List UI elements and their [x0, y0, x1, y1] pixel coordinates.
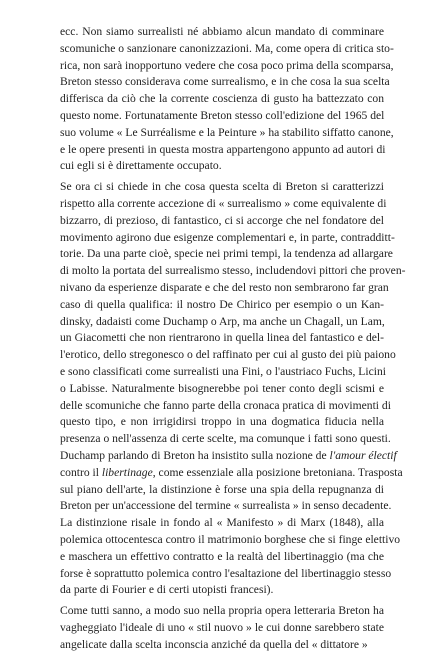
paragraph: [60, 179, 406, 599]
text-line: questo nome. Fortunatamente Breton stesso coll'edizione del 1965 del: [60, 108, 385, 122]
body-text: [60, 24, 406, 653]
text-line: angelicate dalla scelta inconscia anziché da quella del « dittatore »: [60, 637, 368, 651]
text-line: e le opere presenti in questa mostra appartengono appunto ad autori di: [60, 142, 386, 156]
text-line: Come tutti sanno, a modo suo nella propria opera letteraria Breton ha: [60, 604, 384, 618]
text-line: forse è soprattutto polemica contro l'esaltazione del libertinaggio stesso: [60, 566, 392, 580]
text-line: contro il libertinage, come essenziale alla posizione bretoniana. Trasposta: [60, 465, 403, 479]
text-line: e sono classificati come surrealisti una Fini, o l'austriaco Fuchs, Licini: [60, 364, 386, 378]
paragraph: [60, 603, 384, 653]
text-line: Breton stesso considerava come surrealismo, e in che cosa la sua scelta: [60, 75, 390, 89]
text-line: rica, non sarà inopportuno vedere che cosa poco prima della scomparsa,: [60, 58, 394, 72]
text-line: rispetto alla corrente accezione di « surrealismo » come equivalente di: [60, 196, 387, 210]
text-line: delle scomuniche che fanno parte della cronaca pratica di movimenti di: [60, 398, 391, 412]
text-line: Breton per un'accessione del termine « surrealista » in senso decadente.: [60, 499, 392, 513]
text-line: movimento agirono due esigenze complementari e, in parte, contradditt-: [60, 230, 395, 244]
text-line: suo volume « Le Surréalisme e la Peinture » ha stabilito siffatto canone,: [60, 125, 394, 139]
text-line: o Labisse. Naturalmente bisognerebbe poi tener conto degli scismi e: [60, 381, 384, 395]
text-line: questo tipo, e non irrigidirsi troppo in una dogmatica fiducia nella: [60, 415, 384, 429]
text-line: ecc. Non siamo surrealisti né abbiamo alcun mandato di comminare: [60, 25, 384, 38]
text-line: vagheggiato l'ideale di uno « stil nuovo » le cui donne sarebbero state: [60, 620, 384, 634]
text-line: caso di quella qualifica: il nostro De Chirico per esempio o un Kan-: [60, 297, 384, 311]
text-line: cui egli si è direttamente occupato.: [60, 159, 222, 173]
text-line: scomuniche o sanzionare canonizzazioni. Ma, come opera di critica sto-: [60, 41, 394, 55]
text-line: e maschera un effettivo contratto e la realtà del libertinaggio (ma che: [60, 549, 384, 563]
text-line: presenza o nell'assenza di certe scelte, ma comunque i fatti sono questi.: [60, 432, 391, 446]
italic-term: l'amour électif: [329, 448, 397, 462]
text-line: torie. Da una parte cioè, specie nei primi tempi, la tendenza ad allargare: [60, 247, 393, 261]
text-line: polemica ottocentesca contro il matrimonio borghese che si finge elettivo: [60, 532, 401, 546]
text-line: da parte di Fourier e di certi utopisti francesi).: [60, 583, 274, 597]
text-line: nivano da esperienze disparate e che del resto non sembrarono far gran: [60, 280, 389, 294]
text-line: Se ora ci si chiede in che cosa questa scelta di Breton si caratterizzi: [60, 180, 384, 194]
text-line: dinsky, dadaisti come Duchamp o Arp, ma anche un Chagall, un Lam,: [60, 314, 385, 328]
text-line: l'erotico, dello stregonesco o del raffinato per cui al gusto dei più paiono: [60, 348, 396, 362]
text-line: bizzarro, di prezioso, di fantastico, ci si accorge che nel fondatore del: [60, 213, 384, 227]
paragraph: [60, 24, 394, 175]
text-line: Duchamp parlando di Breton ha insistito sulla nozione de l'amour électif: [60, 448, 397, 462]
text-line: differisca da ciò che la corrente coscienza di gusto ha battezzato con: [60, 92, 384, 106]
text-line: La distinzione risale in fondo al « Manifesto » di Marx (1848), alla: [60, 516, 384, 530]
italic-term: libertinage: [101, 465, 153, 479]
text-line: un Giacometti che non rientrarono in quella linea del fantastico e del-: [60, 331, 384, 345]
text-line: sul piano dell'arte, la distinzione è forse una spia della repugnanza di: [60, 482, 384, 496]
text-line: di molto la portata del surrealismo stesso, includendovi pittori che proven-: [60, 264, 406, 278]
